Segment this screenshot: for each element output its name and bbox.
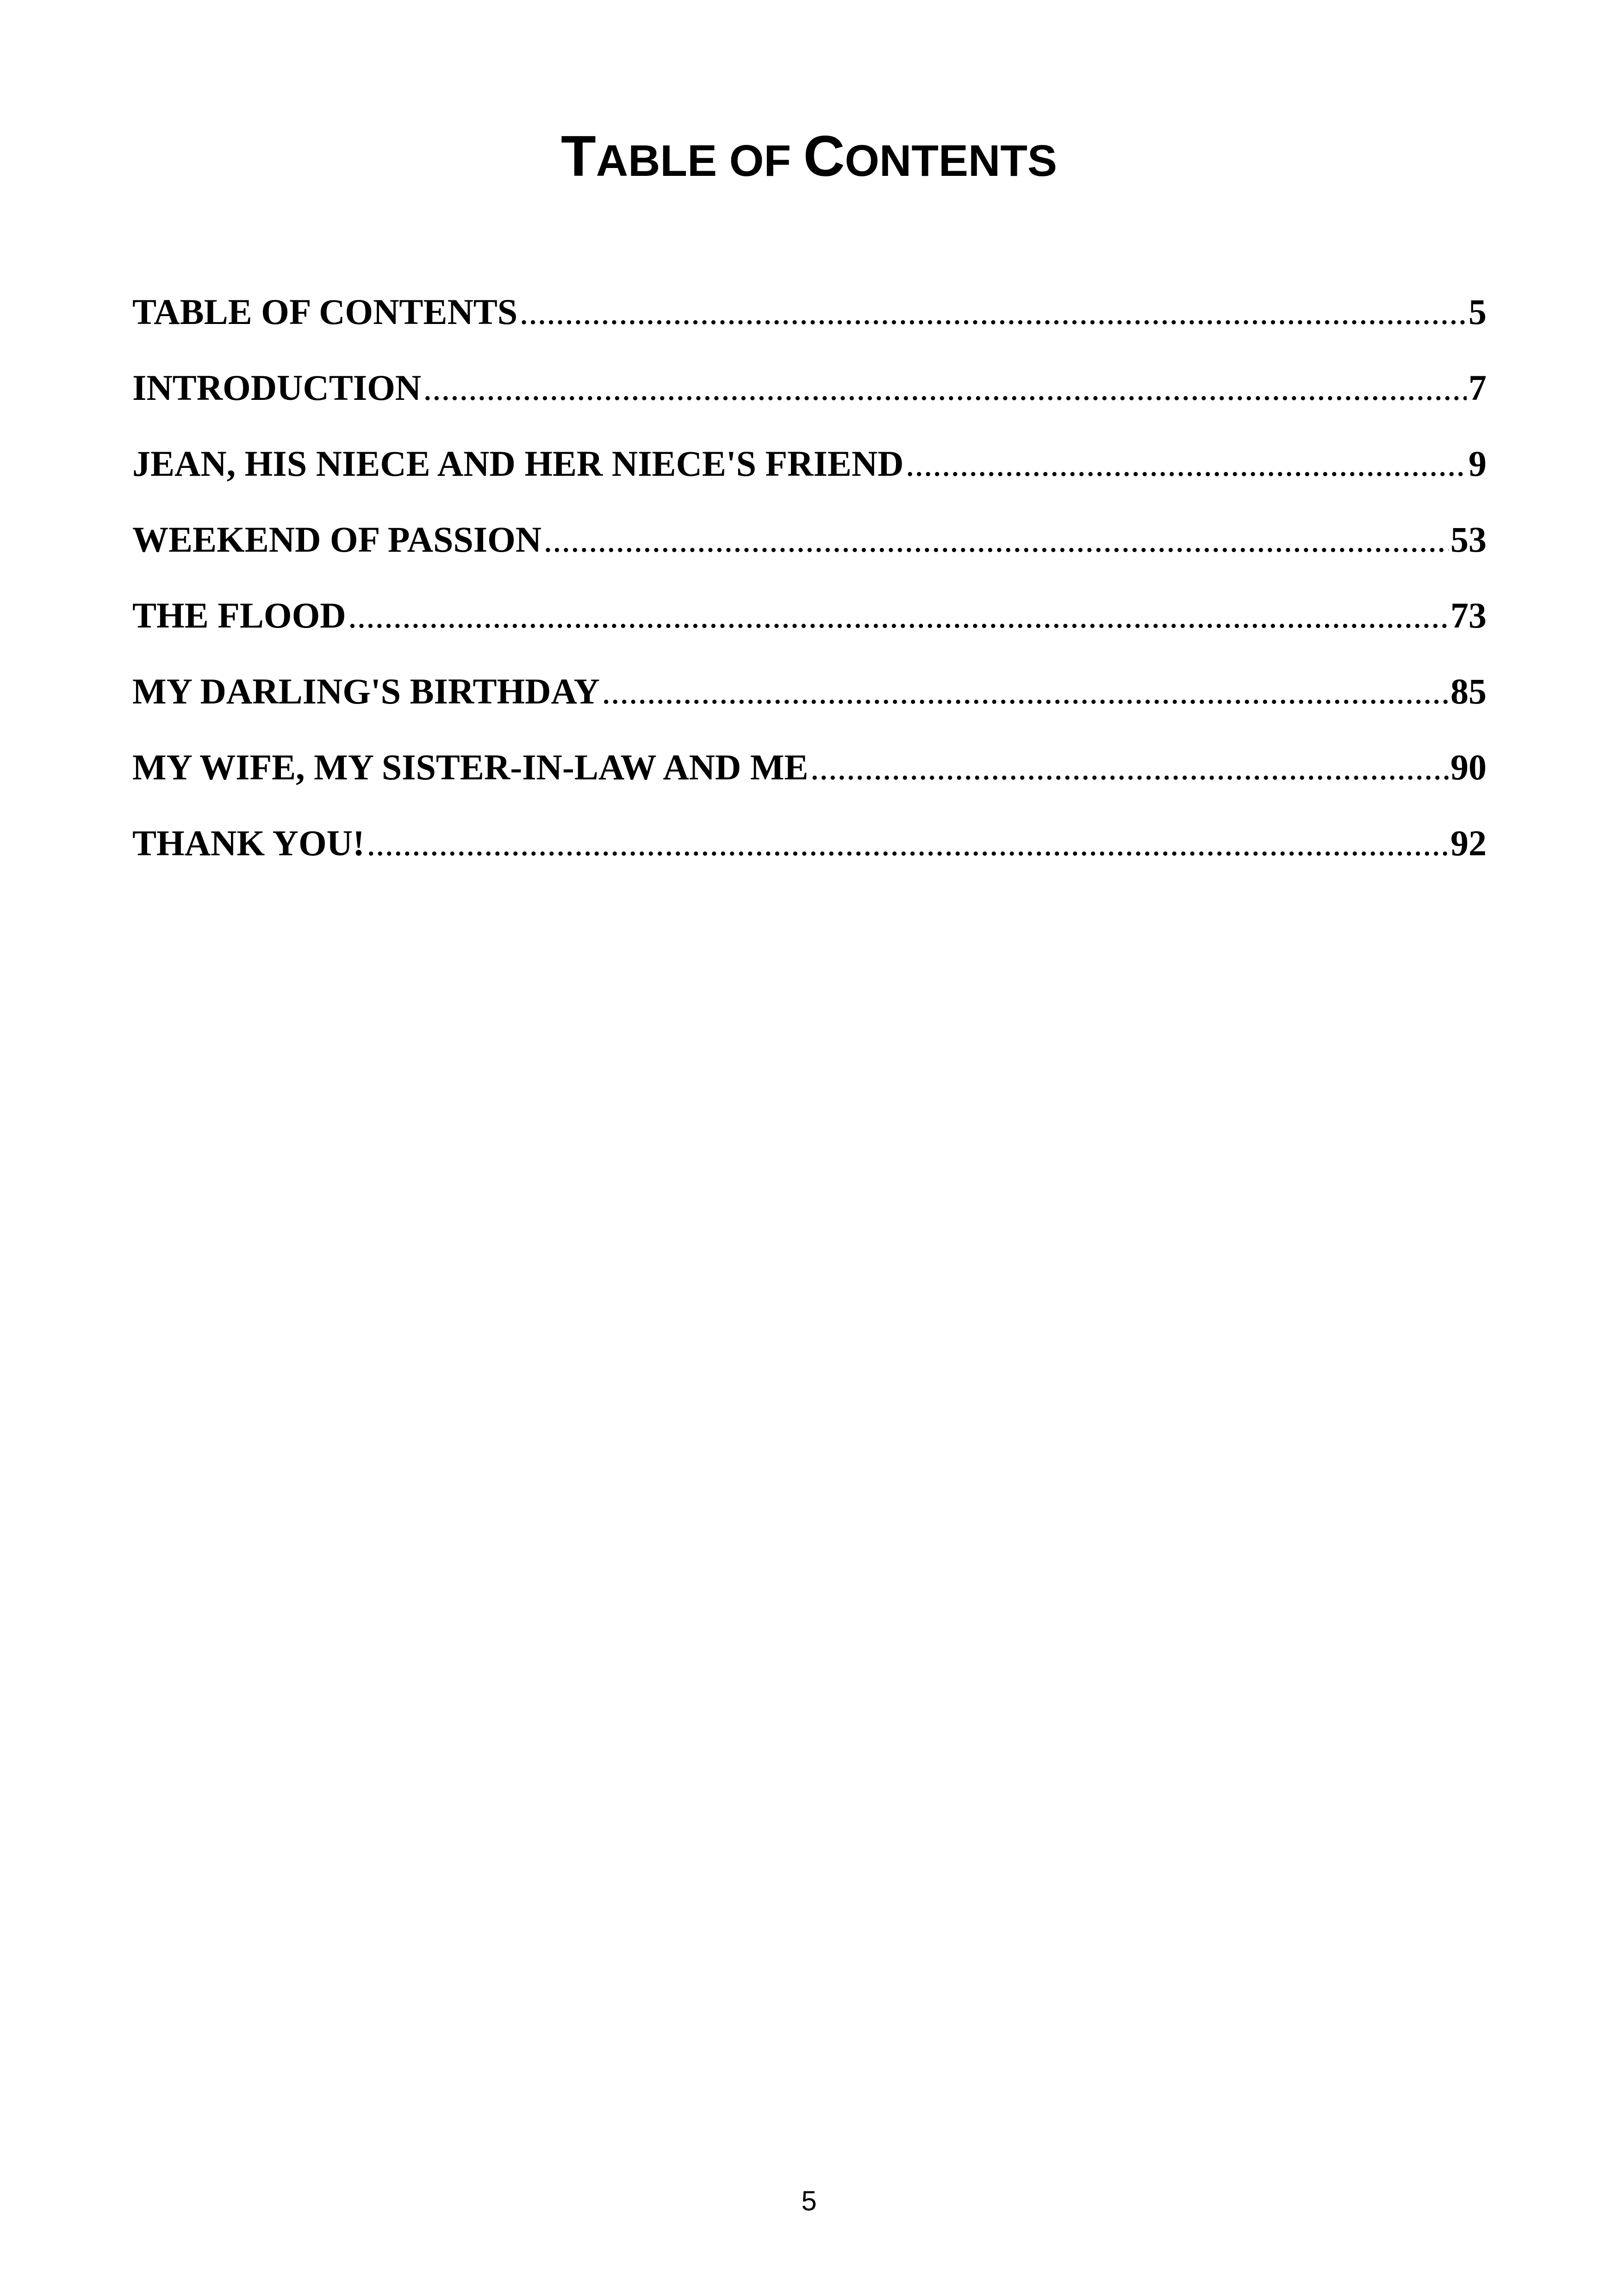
toc-dot-leader [543, 502, 1449, 578]
toc-entry-title: MY WIFE, MY SISTER-IN-LAW AND ME [132, 747, 809, 787]
toc-dot-leader [810, 729, 1449, 805]
toc-entry-title: THE FLOOD [132, 595, 346, 635]
toc-entry[interactable] [132, 426, 1487, 502]
toc-entry-page: 85 [1450, 671, 1487, 711]
toc-entry-title: WEEKEND OF PASSION [132, 519, 542, 560]
toc-dot-leader [602, 653, 1449, 729]
toc-entry[interactable] [132, 274, 1487, 350]
toc-entry[interactable] [132, 805, 1487, 881]
toc-entry-page: 53 [1450, 519, 1487, 560]
toc-entry[interactable] [132, 653, 1487, 729]
toc-entry[interactable] [132, 578, 1487, 653]
toc-dot-leader [519, 274, 1467, 350]
title-small-caps: ABLE OF [596, 136, 803, 186]
toc-entry-page: 5 [1469, 292, 1487, 332]
toc-dot-leader [423, 350, 1467, 426]
toc-entry-page: 9 [1469, 443, 1487, 484]
toc-entry[interactable] [132, 729, 1487, 805]
table-of-contents [132, 274, 1487, 881]
toc-entry-title: THANK YOU! [132, 823, 365, 863]
title-initial-cap: T [561, 124, 596, 188]
toc-dot-leader [367, 805, 1449, 881]
toc-entry-page: 92 [1450, 823, 1487, 863]
toc-dot-leader [348, 578, 1449, 653]
toc-entry-title: INTRODUCTION [132, 367, 422, 408]
toc-entry-title: JEAN, HIS NIECE AND HER NIECE'S FRIEND [132, 443, 904, 484]
toc-entry-page: 7 [1469, 367, 1487, 408]
toc-entry[interactable] [132, 350, 1487, 426]
toc-entry-page: 73 [1450, 595, 1487, 635]
page-number: 5 [801, 2185, 817, 2216]
toc-entry-page: 90 [1450, 747, 1487, 787]
title-small-caps: ONTENTS [845, 136, 1057, 186]
toc-entry[interactable] [132, 502, 1487, 578]
toc-entry-title: MY DARLING'S BIRTHDAY [132, 671, 600, 711]
toc-entry-title: TABLE OF CONTENTS [132, 292, 518, 332]
page-title [0, 119, 1618, 198]
toc-dot-leader [906, 426, 1467, 502]
title-initial-cap: C [803, 124, 845, 188]
